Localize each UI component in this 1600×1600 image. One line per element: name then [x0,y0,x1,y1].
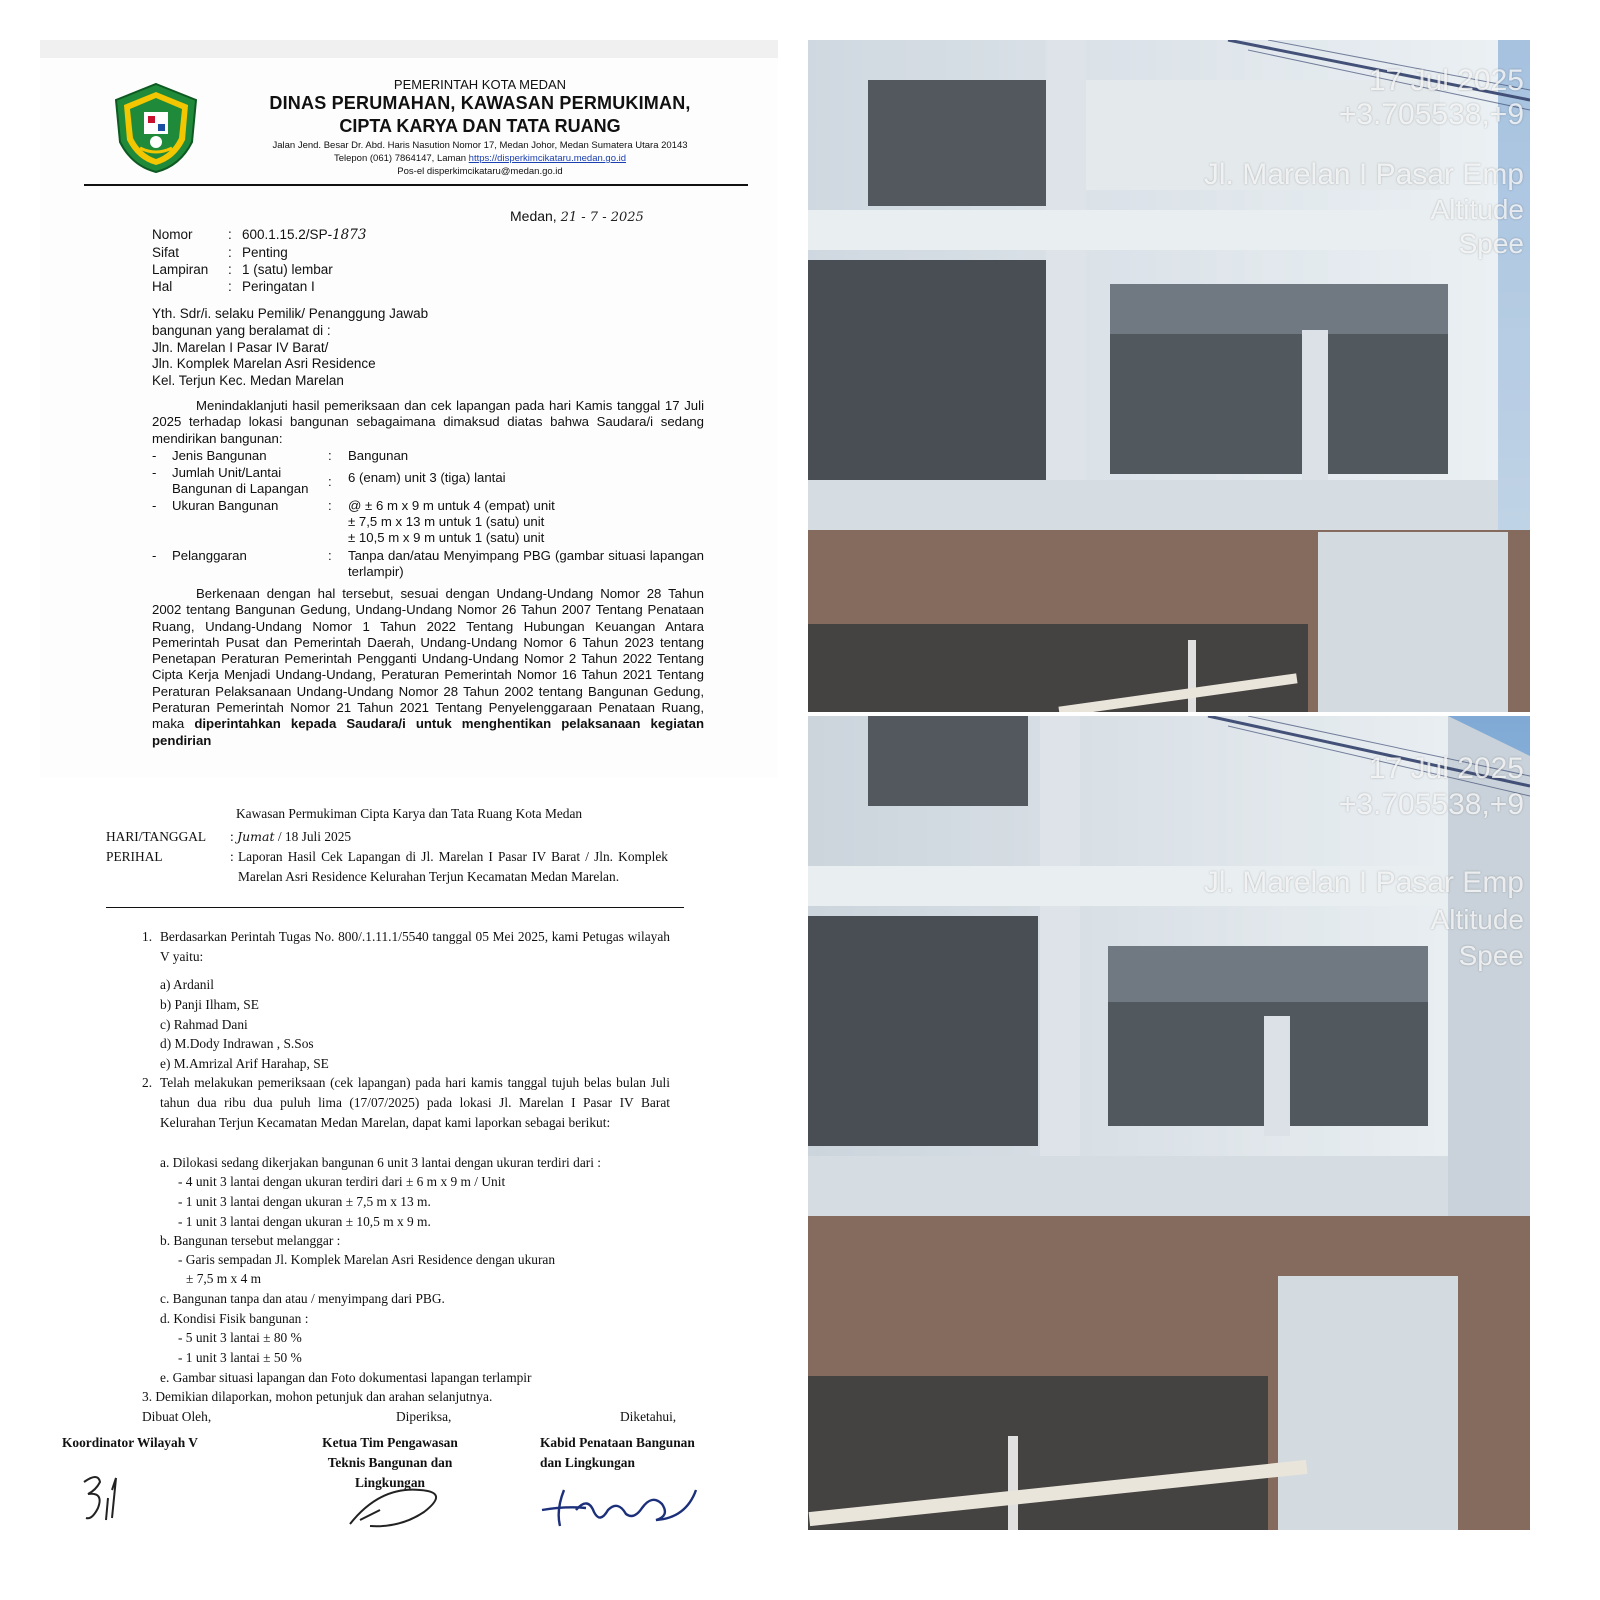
finding-item: - 1 unit 3 lantai ± 50 % [178,1349,302,1365]
checked-label: Diperiksa, [396,1409,452,1424]
warning-letter [40,40,778,778]
report-to-line: Kawasan Permukiman Cipta Karya dan Tata Ruang Kota Medan [236,806,583,821]
order-text: diperintahkan kepada Saudara/i untuk menghentikan pelaksanaan kegiatan pendirian [152,716,704,748]
photo-speed-stamp: Spee [1458,228,1524,259]
photo-date-stamp: 17 Jul 2025 [1368,64,1524,97]
letterhead-divider [84,184,748,186]
day-value: : Jumat / 18 Juli 2025 [230,829,352,844]
report-item-2: Telah melakukan pemeriksaan (cek lapangan) pada hari kamis tanggal tujuh belas bulan Juli tahun dua ribu dua puluh lima (17/07/2025) pada lokasi Jl. Marelan I Pasar IV Barat Kelurahan Terjun Kecamatan Medan Marelan, dapat kami laporkan sebagai berikut: [160,1075,670,1130]
photo-speed-stamp: Spee [1458,940,1524,971]
officer: c) Rahmad Dani [160,1016,248,1032]
recipient-line: Yth. Sdr/i. selaku Pemilik/ Penanggung Jawab [152,306,429,321]
building-photo-bottom [808,716,1530,1530]
photo-street-stamp: Jl. Marelan I Pasar Emp [1203,158,1524,191]
letter-fields [152,226,366,295]
finding-item: - 1 unit 3 lantai dengan ukuran ± 7,5 m x 13 m. [178,1193,431,1209]
subject-label: PERIHAL [106,849,163,864]
date-handwritten: 21 - 7 - 2025 [560,210,644,225]
finding-b-size: ± 7,5 m x 4 m [186,1271,262,1286]
finding-d: d. Kondisi Fisik bangunan : [160,1311,309,1326]
photo-altitude-stamp: Altitude [1430,194,1524,225]
number-handwritten: 1873 [332,227,367,243]
photo-coordinate-stamp: +3.705538,+9 [1338,788,1524,821]
building-specs: - Jenis Bangunan : Bangunan - Jumlah Unit/Lantai Bangunan di Lapangan : 6 (enam) unit 3 (tiga) lantai - Ukuran Bangunan : @ ± 6 m x 9 m untuk 4 (empat) unit ± 7,5 m x 13 m untuk 1 (satu) unit ± 10,5 m x 9 m untuk 1 (satu) unit - Pelanggaran : Tanpa dan/atau Menyimpang PBG (gambar situasi lapangan terlampir) [152,448,704,579]
date-place: Medan, [510,208,557,224]
office-email: Pos-el disperkimcikataru@medan.go.id [397,166,563,177]
finding-a: a. Dilokasi sedang dikerjakan bangunan 6 unit 3 lantai dengan ukuran terdiri dari : [160,1155,602,1170]
day-label: HARI/TANGGAL [106,829,207,844]
government-name: PEMERINTAH KOTA MEDAN [393,77,567,92]
field-nomor: Nomor : 600.1.15.2/SP-1873 [152,227,367,243]
building-illustration [808,716,1530,1530]
officer: e) M.Amrizal Arif Harahap, SE [160,1056,329,1072]
signature-head-of-division [536,1480,706,1530]
finding-d-list [178,1328,302,1368]
recipient-block [152,306,712,390]
finding-e: e. Gambar situasi lapangan dan Foto dokumentasi lapangan terlampir [160,1370,532,1385]
department-name-line2: CIPTA KARYA DAN TATA RUANG [339,116,621,136]
finding-b: b. Bangunan tersebut melanggar : [160,1233,341,1248]
office-address: Jalan Jend. Besar Dr. Abd. Haris Nasution Nomor 17, Medan Johor, Medan Sumatera Utara 20143 [272,140,688,151]
photo-altitude-stamp: Altitude [1430,904,1524,935]
finding-item: - 5 unit 3 lantai ± 80 % [178,1330,302,1345]
officer: a) Ardanil [160,977,214,992]
officer: d) M.Dody Indrawan , S.Sos [160,1036,314,1052]
signature-coordinator [78,1468,138,1528]
signatory-1-title: Koordinator Wilayah V [62,1435,198,1450]
finding-a-list [178,1172,505,1231]
medan-city-emblem [110,82,202,174]
field-hal: Hal : Peringatan I [152,279,315,294]
recipient-line: Jln. Komplek Marelan Asri Residence [152,356,376,372]
known-label: Diketahui, [620,1409,677,1424]
finding-c: c. Bangunan tanpa dan atau / menyimpang dari PBG. [160,1291,445,1306]
photo-street-stamp: Jl. Marelan I Pasar Emp [1203,866,1524,899]
report-divider [106,907,684,908]
made-by-label: Dibuat Oleh, [142,1409,212,1424]
signatory-2-title: Ketua Tim Pengawasan Teknis Bangunan dan Lingkungan [322,1435,458,1490]
recipient-line: Kel. Terjun Kec. Medan Marelan [152,373,344,389]
officer-list [160,975,329,1074]
report-item-1: Berdasarkan Perintah Tugas No. 800/.1.11.1/5540 tanggal 05 Mei 2025, kami Petugas wilayah V yaitu: [160,929,670,964]
finding-b-item: - Garis sempadan Jl. Komplek Marelan Asri Residence dengan ukuran [178,1252,556,1267]
letter-date [510,208,644,225]
signatory-3-title: Kabid Penataan Bangunan dan Lingkungan [540,1435,695,1470]
recipient-line: bangunan yang beralamat di : [152,322,331,338]
signature-team-lead [340,1480,470,1530]
scan-edge [40,40,778,58]
field-sifat: Sifat : Penting [152,245,288,260]
paragraph-inspection: Menindaklanjuti hasil pemeriksaan dan cek lapangan pada hari Kamis tanggal 17 Juli 2025 terhadap lokasi bangunan sebagaimana dimaksud diatas bahwa Saudara/i sedang mendirikan bangunan: [152,398,704,446]
building-photo-top [808,40,1530,712]
recipient-line: Jln. Marelan I Pasar IV Barat/ [152,339,329,355]
field-lampiran: Lampiran : 1 (satu) lembar [152,262,333,277]
website-link[interactable]: https://disperkimcikataru.medan.go.id [468,153,627,164]
office-phone [210,153,750,164]
paragraph-legal-basis: Berkenaan dengan hal tersebut, sesuai dengan Undang-Undang Nomor 28 Tahun 2002 tentang Bangunan Gedung, Undang-Undang Nomor 26 Tahun 2007 Tentang Penataan Ruang, Undang-Undang Nomor 1 Tahun 2022 Tentang Hubungan Keuangan Antara Pemerintah Pusat dan Pemerintah Daerah, Undang-Undang Nomor 6 Tahun 2023 tentang Penetapan Peraturan Pemerintah Pengganti Undang-Undang Nomor 2 Tahun 2022 Tentang Cipta Kerja Menjadi Undang-Undang, Peraturan Pemerintah Nomor 16 Tahun 2021 Tentang Peraturan Pelaksanaan Undang-Undang Nomor 28 Tahun 2002 tentang Bangunan Gedung, Peraturan Pemerintah Nomor 21 Tahun 2021 Tentang Penyelenggaraan Penataan Ruang, maka diperintahkan kepada Saudara/i untuk menghentikan pelaksanaan kegiatan pendirian [152,586,704,748]
finding-item: - 4 unit 3 lantai dengan ukuran terdiri dari ± 6 m x 9 m / Unit [178,1174,506,1189]
report-item-3: 3. Demikian dilaporkan, mohon petunjuk dan arahan selanjutnya. [142,1389,493,1404]
photo-coordinate-stamp: +3.705538,+9 [1338,98,1524,131]
department-name-line1: DINAS PERUMAHAN, KAWASAN PERMUKIMAN, [269,93,691,113]
field-report: Kawasan Permukiman Cipta Karya dan Tata Ruang Kota Medan HARI/TANGGAL : Jumat / 18 Juli 2025 PERIHAL : Laporan Hasil Cek Lapangan di Jl. Marelan I Pasar IV Barat / Jln. Komplek Marelan Asri Residence Kelurahan Terjun Kecamatan Medan Marelan. 1. Berdasarkan Perintah Tugas No. 800/.1.11.1/5540 tanggal 05 Mei 2025, kami Petugas wilayah V yaitu: a) Ardanil b) Panji Ilham, SE c) Rahmad Dani d) M.Dody Indrawan , S.Sos e) M.Amrizal Arif Harahap, SE 2. Telah melakukan pemeriksaan (cek lapangan) pada hari kamis tanggal tujuh belas bulan Juli tahun dua ribu dua puluh lima (17/07/2025) pada lokasi Jl. Marelan I Pasar IV Barat Kelurahan Terjun Kecamatan Medan Marelan, dapat kami laporkan sebagai berikut: a. Dilokasi sedang dikerjakan bangunan 6 unit 3 lantai dengan ukuran terdiri dari : - 4 unit 3 lantai dengan ukuran terdiri dari ± 6 m x 9 m / Unit - 1 unit 3 lantai dengan ukuran ± 7,5 m x 13 m. - 1 unit 3 lantai dengan ukuran ± 10,5 m x 9 m. b. Bangunan tersebut melanggar : - Garis sempadan Jl. Komplek Marelan Asri Residence dengan ukuran ± 7,5 m x 4 m c. Bangunan tanpa dan atau / menyimpang dari PBG. d. Kondisi Fisik bangunan : - 5 unit 3 lantai ± 80 % - 1 unit 3 lantai ± 50 % e. Gambar situasi lapangan dan Foto dokumentasi lapangan terlampir 3. Demikian dilaporkan, mohon petunjuk dan arahan selanjutnya. Dibuat Oleh, Diperiksa, Diketahui, Koordinator Wilayah V Ketua Tim Pengawasan Teknis Bangunan dan Lingkungan Kabid Penataan Bangunan dan Lingkungan [40,790,778,1530]
photo-date-stamp: 17 Jul 2025 [1368,752,1524,785]
officer: b) Panji Ilham, SE [160,996,259,1012]
subject-value: Laporan Hasil Cek Lapangan di Jl. Marelan I Pasar IV Barat / Jln. Komplek Marelan Asri Residence Kelurahan Terjun Kecamatan Medan Marelan. [238,849,668,884]
phone-text: Telepon (061) 7864147, Laman [333,153,469,164]
finding-item: - 1 unit 3 lantai dengan ukuran ± 10,5 m x 9 m. [178,1213,431,1229]
building-illustration [808,40,1530,712]
